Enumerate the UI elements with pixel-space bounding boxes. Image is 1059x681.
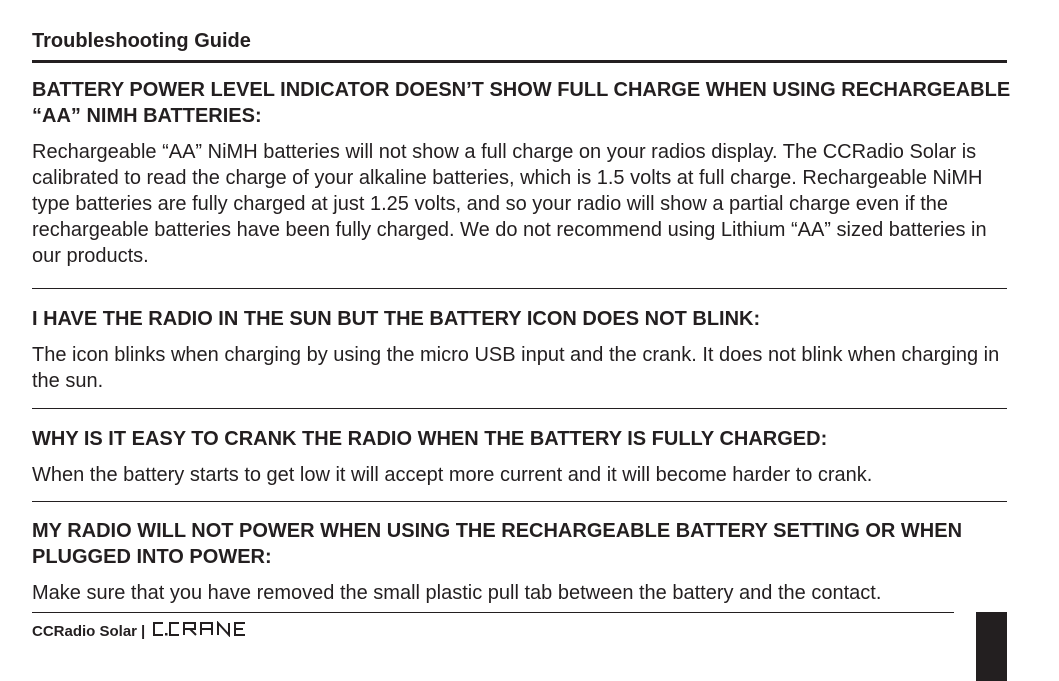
c-crane-logo (151, 621, 273, 643)
footer (32, 621, 273, 643)
page-edge-tab (976, 612, 1007, 681)
section-divider (32, 288, 1007, 289)
faq-section-crank (32, 426, 1012, 488)
faq-answer: Make sure that you have removed the small plastic pull tab between the battery and the contact. (32, 582, 882, 604)
faq-answer: The icon blinks when charging by using the micro USB input and the crank. It does not blink when charging in the sun. (32, 344, 1000, 392)
faq-question: I HAVE THE RADIO IN THE SUN BUT THE BATTERY ICON DOES NOT BLINK: (32, 308, 761, 330)
faq-question: MY RADIO WILL NOT POWER WHEN USING THE RECHARGEABLE BATTERY SETTING OR WHEN PLUGGED INTO POWER: (32, 520, 963, 568)
footer-product-name: CCRadio Solar (32, 623, 138, 640)
faq-section-battery-icon (32, 306, 1012, 394)
page-title: Troubleshooting Guide (32, 30, 251, 52)
section-divider (32, 408, 1007, 409)
faq-question: WHY IS IT EASY TO CRANK THE RADIO WHEN THE BATTERY IS FULLY CHARGED: (32, 428, 828, 450)
header-divider (32, 60, 1007, 63)
faq-question: BATTERY POWER LEVEL INDICATOR DOESN’T SHOW FULL CHARGE WHEN USING RECHARGEABLE “AA” NIMH BATTERIES: (32, 79, 1011, 127)
faq-answer: When the battery starts to get low it will accept more current and it will become harder to crank. (32, 464, 873, 486)
faq-section-battery-indicator (32, 77, 1012, 269)
footer-divider (32, 612, 954, 613)
section-divider (32, 501, 1007, 502)
footer-separator: | (141, 623, 146, 640)
faq-section-no-power (32, 518, 1012, 606)
faq-answer: Rechargeable “AA” NiMH batteries will not show a full charge on your radios display. The CCRadio Solar is calibrated to read the charge of your alkaline batteries, which is 1.5 volts at full charge. Rechargeable NiMH type batteries are fully charged at just 1.25 volts, and so your radio will show a partial charge even if the rechargeable batteries have been fully charged. We do not recommend using Lithium “AA” sized batteries in our products. (32, 141, 987, 267)
